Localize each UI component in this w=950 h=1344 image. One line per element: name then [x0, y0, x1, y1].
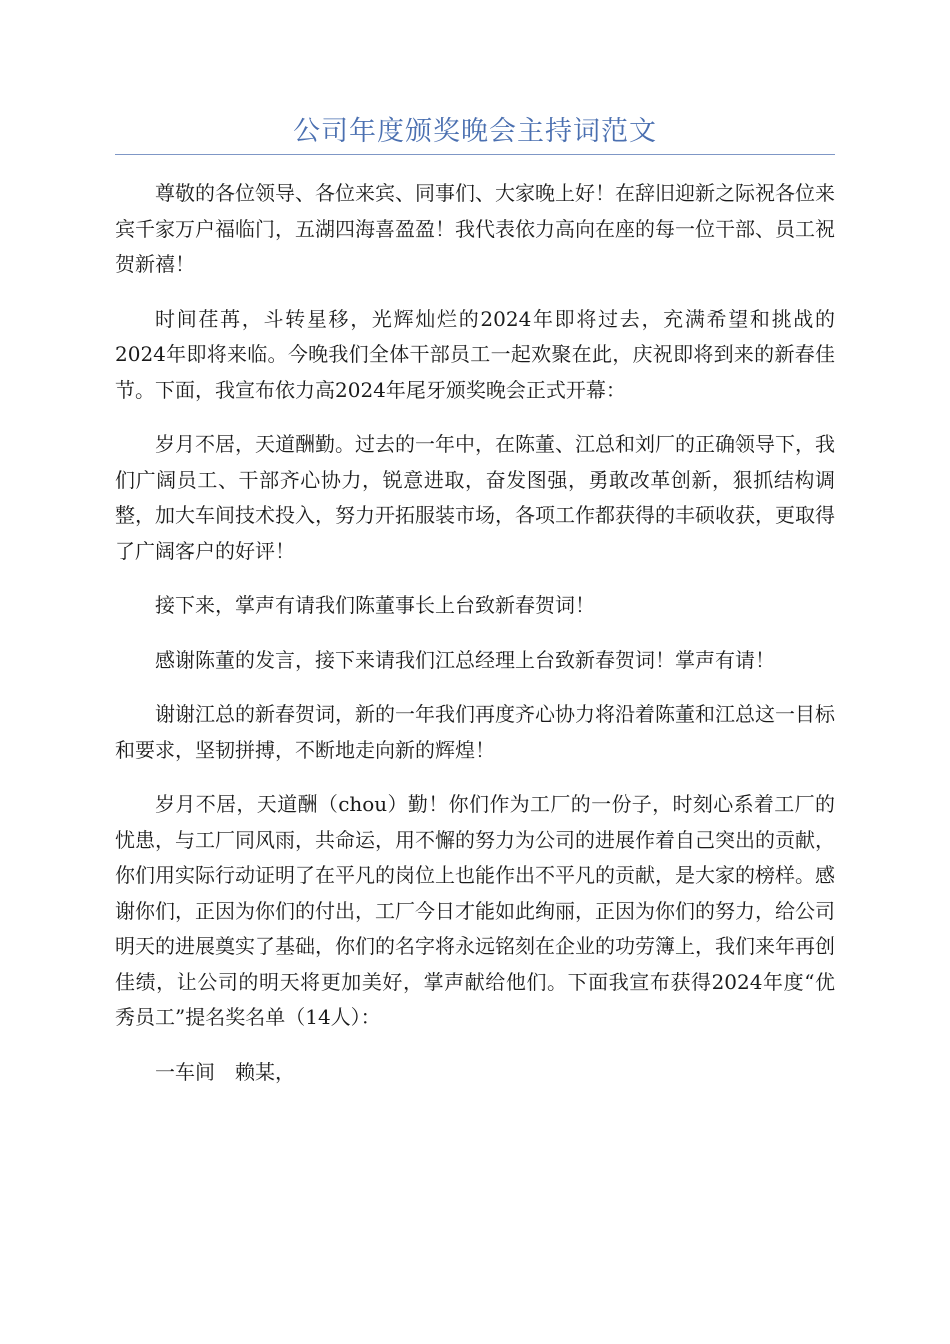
paragraph-award-intro: 岁月不居，天道酬（chou）勤！你们作为工厂的一份子，时刻心系着工厂的忧患，与工厂同风雨，共命运，用不懈的努力为公司的进展作着自己突出的贡献，你们用实际行动证明了在平凡的岗位上也能作出不平凡的贡献，是大家的榜样。感谢你们，正因为你们的付出，工厂今日才能如此绚丽，正因为你们的努力，给公司明天的进展奠实了基础，你们的名字将永远铭刻在企业的功劳簿上，我们来年再创佳绩，让公司的明天将更加美好，掌声献给他们。下面我宣布获得2024年度“优秀员工”提名奖名单（14人）：	[115, 792, 835, 1029]
paragraph-thanks: 谢谢江总的新春贺词，新的一年我们再度齐心协力将沿着陈董和江总这一目标和要求，坚韧拼搏，不断地走向新的辉煌！	[115, 702, 835, 762]
document-title: 公司年度颁奖晚会主持词范文	[293, 116, 657, 147]
title-underline	[115, 154, 835, 155]
paragraph-nominee: 一车间 赖某，	[155, 1059, 295, 1084]
paragraph-manager-invite: 感谢陈董的发言，接下来请我们江总经理上台致新春贺词！掌声有请！	[155, 647, 775, 672]
paragraph-greeting: 尊敬的各位领导、各位来宾、同事们、大家晚上好！在辞旧迎新之际祝各位来宾千家万户福临门，五湖四海喜盈盈！我代表依力高向在座的每一位干部、员工祝贺新禧！	[115, 181, 835, 276]
paragraph-opening: 时间荏苒，斗转星移，光辉灿烂的2024年即将过去，充满希望和挑战的2024年即将来临。今晚我们全体干部员工一起欢聚在此，庆祝即将到来的新春佳节。下面，我宣布依力高2024年尾牙颁奖晚会正式开幕：	[115, 306, 835, 402]
paragraph-chairman-invite: 接下来，掌声有请我们陈董事长上台致新春贺词！	[155, 593, 595, 617]
paragraph-review: 岁月不居，天道酬勤。过去的一年中，在陈董、江总和刘厂的正确领导下，我们广阔员工、干部齐心协力，锐意进取，奋发图强，勇敢改革创新，狠抓结构调整，加大车间技术投入，努力开拓服装市场，各项工作都获得的丰硕收获，更取得了广阔客户的好评！	[115, 432, 835, 563]
document-body	[115, 176, 835, 1109]
